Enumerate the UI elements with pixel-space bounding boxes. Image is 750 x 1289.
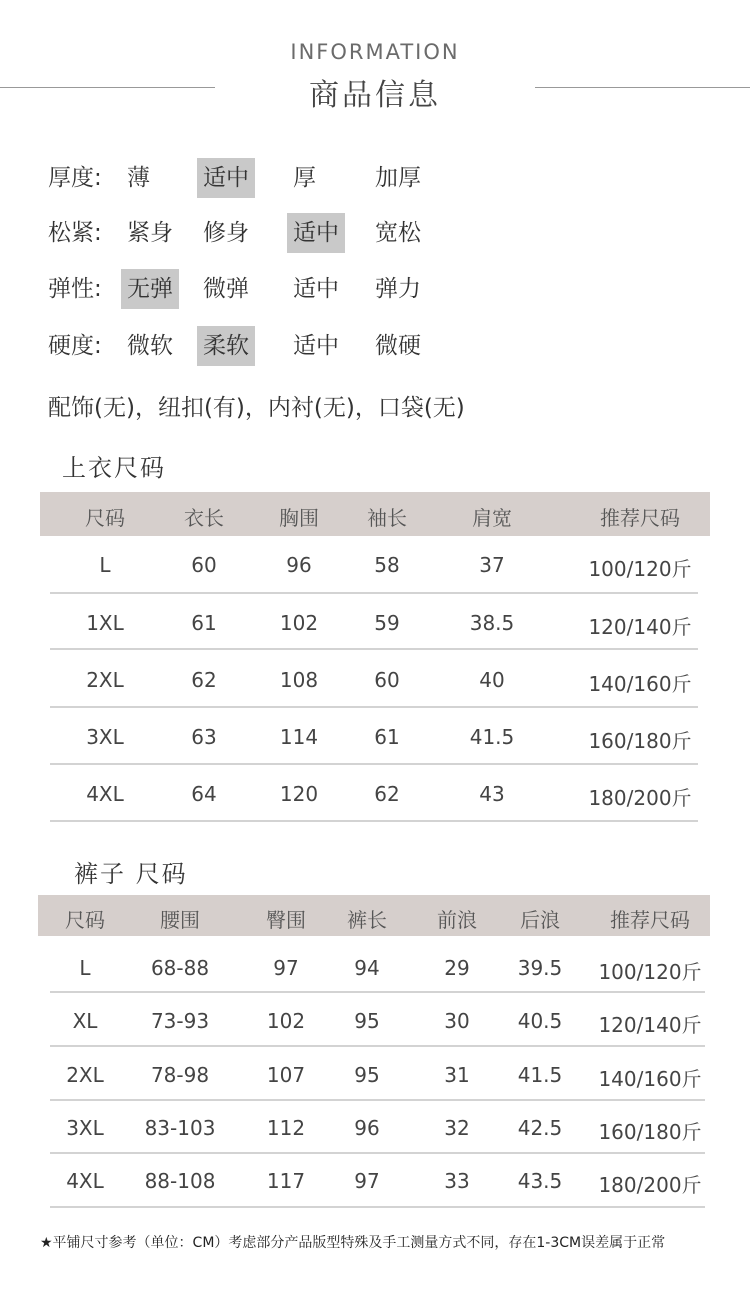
attribute-option: 弹力 bbox=[375, 276, 421, 302]
column-header: 后浪 bbox=[520, 908, 560, 932]
row-divider bbox=[50, 763, 698, 765]
attribute-option: 微硬 bbox=[375, 333, 421, 359]
table-cell: 107 bbox=[266, 1063, 306, 1087]
row-size-label: 3XL bbox=[86, 725, 124, 749]
attribute-option-selected: 适中 bbox=[287, 213, 345, 253]
table-cell: 41.5 bbox=[517, 1063, 563, 1087]
table-cell: 96 bbox=[286, 553, 312, 577]
table-cell: 83-103 bbox=[144, 1116, 216, 1140]
table-cell: 59 bbox=[374, 611, 400, 635]
table-cell: 88-108 bbox=[144, 1169, 216, 1193]
attribute-option: 厚 bbox=[293, 165, 316, 191]
table-cell: 68-88 bbox=[150, 956, 210, 980]
attribute-label: 松紧: bbox=[48, 220, 102, 246]
column-header: 前浪 bbox=[437, 908, 477, 932]
column-header: 尺码 bbox=[65, 908, 105, 932]
row-size-label: L bbox=[99, 553, 111, 577]
table-cell: 160/180斤 bbox=[588, 729, 692, 753]
column-header: 肩宽 bbox=[472, 506, 512, 530]
header-title-cn: 商品信息 bbox=[309, 78, 441, 113]
table-cell: 114 bbox=[279, 725, 319, 749]
footnote: ★平铺尺寸参考（单位：CM）考虑部分产品版型特殊及手工测量方式不同，存在1-3CM误差属于正常 bbox=[40, 1235, 666, 1251]
attribute-option: 适中 bbox=[293, 333, 339, 359]
table-cell: 43.5 bbox=[517, 1169, 563, 1193]
column-header: 推荐尺码 bbox=[610, 908, 690, 932]
column-header: 臀围 bbox=[266, 908, 306, 932]
attribute-option: 宽松 bbox=[375, 220, 421, 246]
table-cell: 31 bbox=[444, 1063, 470, 1087]
table-cell: 95 bbox=[354, 1009, 380, 1033]
table-cell: 39.5 bbox=[517, 956, 563, 980]
table-cell: 102 bbox=[279, 611, 319, 635]
attribute-option: 微弹 bbox=[203, 276, 249, 302]
attribute-option: 修身 bbox=[203, 220, 249, 246]
table-cell: 33 bbox=[444, 1169, 470, 1193]
table-cell: 97 bbox=[354, 1169, 380, 1193]
attribute-option: 紧身 bbox=[127, 220, 173, 246]
attribute-option: 薄 bbox=[127, 165, 150, 191]
table-cell: 62 bbox=[191, 668, 217, 692]
header-title-en: INFORMATION bbox=[290, 40, 460, 64]
table-cell: 112 bbox=[266, 1116, 306, 1140]
table-cell: 40.5 bbox=[517, 1009, 563, 1033]
table-cell: 60 bbox=[191, 553, 217, 577]
row-divider bbox=[50, 592, 698, 594]
table-cell: 61 bbox=[374, 725, 400, 749]
table-cell: 61 bbox=[191, 611, 217, 635]
attribute-option-selected: 无弹 bbox=[121, 269, 179, 309]
table-cell: 62 bbox=[374, 782, 400, 806]
row-size-label: 2XL bbox=[86, 668, 124, 692]
table-cell: 100/120斤 bbox=[598, 960, 702, 984]
column-header: 裤长 bbox=[347, 908, 387, 932]
column-header: 胸围 bbox=[279, 506, 319, 530]
table-cell: 94 bbox=[354, 956, 380, 980]
table-cell: 60 bbox=[374, 668, 400, 692]
attribute-option-selected: 柔软 bbox=[197, 326, 255, 366]
attribute-option: 适中 bbox=[293, 276, 339, 302]
table-cell: 41.5 bbox=[469, 725, 515, 749]
table-cell: 140/160斤 bbox=[598, 1067, 702, 1091]
table-cell: 108 bbox=[279, 668, 319, 692]
row-size-label: 3XL bbox=[66, 1116, 104, 1140]
table-cell: 160/180斤 bbox=[598, 1120, 702, 1144]
table-cell: 43 bbox=[479, 782, 505, 806]
column-header: 尺码 bbox=[85, 506, 125, 530]
table-cell: 38.5 bbox=[469, 611, 515, 635]
row-divider bbox=[50, 1099, 705, 1101]
attribute-option-selected: 适中 bbox=[197, 158, 255, 198]
row-size-label: 4XL bbox=[66, 1169, 104, 1193]
column-header: 袖长 bbox=[367, 506, 407, 530]
table-cell: 140/160斤 bbox=[588, 672, 692, 696]
column-header: 衣长 bbox=[184, 506, 224, 530]
pants-table-title: 裤子 尺码 bbox=[74, 860, 188, 888]
table-cell: 64 bbox=[191, 782, 217, 806]
attribute-label: 硬度: bbox=[48, 333, 102, 359]
table-cell: 120/140斤 bbox=[598, 1013, 702, 1037]
table-cell: 117 bbox=[266, 1169, 306, 1193]
table-cell: 40 bbox=[479, 668, 505, 692]
table-cell: 73-93 bbox=[150, 1009, 210, 1033]
row-divider bbox=[50, 1206, 705, 1208]
table-cell: 29 bbox=[444, 956, 470, 980]
top-table-title: 上衣尺码 bbox=[62, 454, 166, 482]
table-cell: 78-98 bbox=[150, 1063, 210, 1087]
table-cell: 120 bbox=[279, 782, 319, 806]
attribute-label: 弹性: bbox=[48, 276, 102, 302]
row-size-label: L bbox=[79, 956, 91, 980]
column-header: 腰围 bbox=[160, 908, 200, 932]
row-size-label: XL bbox=[72, 1009, 98, 1033]
attribute-option: 微软 bbox=[127, 333, 173, 359]
table-cell: 30 bbox=[444, 1009, 470, 1033]
table-cell: 96 bbox=[354, 1116, 380, 1140]
table-cell: 120/140斤 bbox=[588, 615, 692, 639]
row-divider bbox=[50, 820, 698, 822]
table-cell: 58 bbox=[374, 553, 400, 577]
accessories-line: 配饰(无)，纽扣(有)，内衬(无)，口袋(无) bbox=[48, 395, 465, 421]
table-cell: 180/200斤 bbox=[588, 786, 692, 810]
table-cell: 95 bbox=[354, 1063, 380, 1087]
row-divider bbox=[50, 1045, 705, 1047]
row-divider bbox=[50, 648, 698, 650]
table-cell: 42.5 bbox=[517, 1116, 563, 1140]
row-size-label: 1XL bbox=[86, 611, 124, 635]
row-divider bbox=[50, 706, 698, 708]
table-cell: 32 bbox=[444, 1116, 470, 1140]
table-cell: 37 bbox=[479, 553, 505, 577]
row-size-label: 4XL bbox=[86, 782, 124, 806]
table-cell: 63 bbox=[191, 725, 217, 749]
attribute-label: 厚度: bbox=[48, 165, 102, 191]
row-size-label: 2XL bbox=[66, 1063, 104, 1087]
column-header: 推荐尺码 bbox=[600, 506, 680, 530]
row-divider bbox=[50, 991, 705, 993]
attribute-option: 加厚 bbox=[375, 165, 421, 191]
table-cell: 180/200斤 bbox=[598, 1173, 702, 1197]
row-divider bbox=[50, 1152, 705, 1154]
table-cell: 102 bbox=[266, 1009, 306, 1033]
table-cell: 97 bbox=[273, 956, 299, 980]
table-cell: 100/120斤 bbox=[588, 557, 692, 581]
